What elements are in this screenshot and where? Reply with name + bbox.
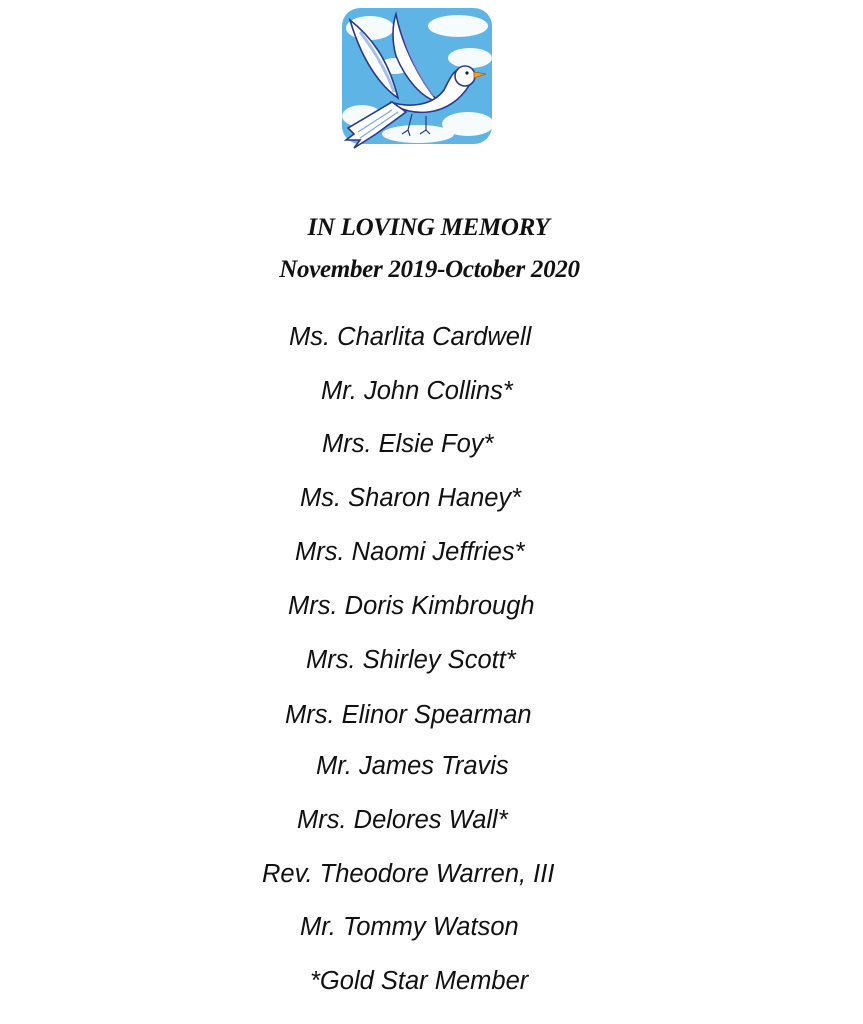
list-item: Mr. John Collins*	[321, 377, 513, 405]
list-item: Mrs. Naomi Jeffries*	[295, 538, 525, 566]
list-item: Mr. James Travis	[316, 752, 509, 780]
list-item: Ms. Charlita Cardwell	[289, 323, 532, 351]
list-item: Mr. Tommy Watson	[300, 913, 519, 941]
memorial-date-range: November 2019-October 2020	[279, 256, 580, 283]
memorial-title: IN LOVING MEMORY	[307, 214, 550, 241]
list-item: Ms. Sharon Haney*	[300, 484, 522, 512]
list-item: Mrs. Elinor Spearman	[285, 701, 532, 729]
list-item: Mrs. Delores Wall*	[297, 806, 508, 834]
list-item: Mrs. Shirley Scott*	[306, 646, 516, 674]
list-item: Mrs. Doris Kimbrough	[288, 592, 535, 620]
gold-star-footnote: *Gold Star Member	[310, 967, 529, 995]
list-item: Mrs. Elsie Foy*	[322, 430, 494, 458]
list-item: Rev. Theodore Warren, III	[262, 860, 555, 888]
